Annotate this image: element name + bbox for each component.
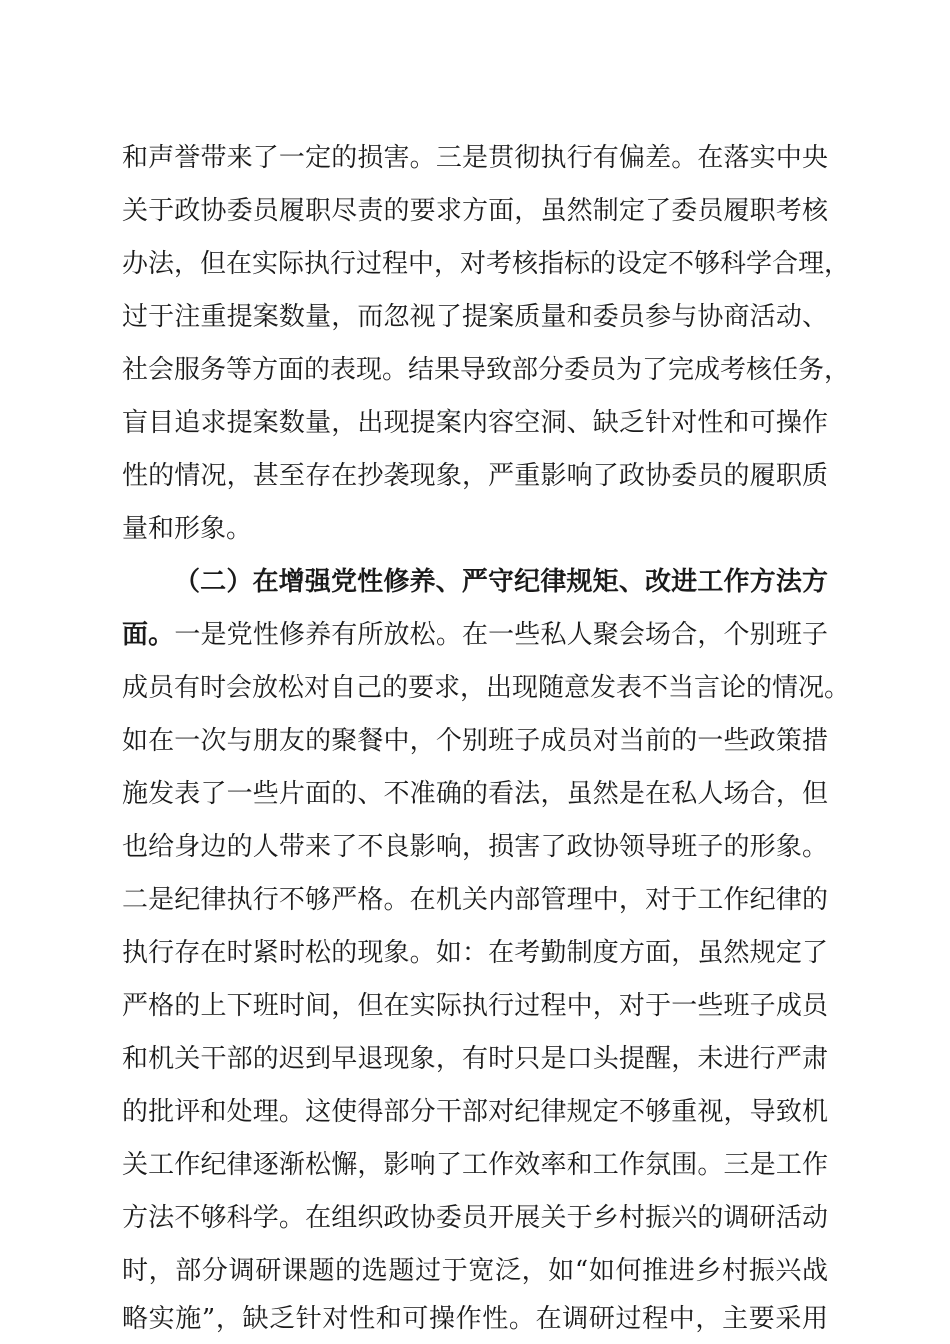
text-line: 盲目追求提案数量，出现提案内容空洞、缺乏针对性和可操作 bbox=[122, 408, 828, 438]
text-line: 略实施”，缺乏针对性和可操作性。在调研过程中，主要采用 bbox=[122, 1304, 828, 1334]
text-line: 方法不够科学。在组织政协委员开展关于乡村振兴的调研活动 bbox=[122, 1203, 828, 1233]
text-line: 也给身边的人带来了不良影响，损害了政协领导班子的形象。 bbox=[122, 832, 828, 862]
text-line: 社会服务等方面的表现。结果导致部分委员为了完成考核任务， bbox=[122, 355, 851, 385]
text-line: 性的情况，甚至存在抄袭现象，严重影响了政协委员的履职质 bbox=[122, 461, 828, 491]
text-line: 过于注重提案数量，而忽视了提案质量和委员参与协商活动、 bbox=[122, 302, 828, 332]
text-line: 和声誉带来了一定的损害。三是贯彻执行有偏差。在落实中央 bbox=[122, 143, 828, 173]
section-heading bbox=[174, 557, 828, 607]
text-line: 和机关干部的迟到早退现象，有时只是口头提醒，未进行严肃 bbox=[122, 1044, 828, 1074]
text-line: 量和形象。 bbox=[122, 514, 253, 544]
text-line: 办法，但在实际执行过程中，对考核指标的设定不够科学合理， bbox=[122, 249, 851, 279]
text-line: 成员有时会放松对自己的要求，出现随意发表不当言论的情况。 bbox=[122, 673, 851, 703]
text-line: 时，部分调研课题的选题过于宽泛，如“如何推进乡村振兴战 bbox=[122, 1256, 828, 1286]
text-line-content: 一是党性修养有所放松。在一些私人聚会场合，个别班子 bbox=[174, 620, 828, 650]
text-line: 如在一次与朋友的聚餐中，个别班子成员对当前的一些政策措 bbox=[122, 726, 828, 756]
section-heading-end: 面。 bbox=[122, 620, 175, 650]
text-line bbox=[122, 610, 828, 660]
text-line: 执行存在时紧时松的现象。如：在考勤制度方面，虽然规定了 bbox=[122, 938, 828, 968]
text-line: 二是纪律执行不够严格。在机关内部管理中，对于工作纪律的 bbox=[122, 885, 828, 915]
text-line: 的批评和处理。这使得部分干部对纪律规定不够重视，导致机 bbox=[122, 1097, 828, 1127]
section-heading-text: （二）在增强党性修养、严守纪律规矩、改进工作方法方 bbox=[174, 567, 828, 597]
text-line: 施发表了一些片面的、不准确的看法，虽然是在私人场合，但 bbox=[122, 779, 828, 809]
text-line: 关工作纪律逐渐松懈，影响了工作效率和工作氛围。三是工作 bbox=[122, 1150, 828, 1180]
text-line: 严格的上下班时间，但在实际执行过程中，对于一些班子成员 bbox=[122, 991, 828, 1021]
text-line: 关于政协委员履职尽责的要求方面，虽然制定了委员履职考核 bbox=[122, 196, 828, 226]
